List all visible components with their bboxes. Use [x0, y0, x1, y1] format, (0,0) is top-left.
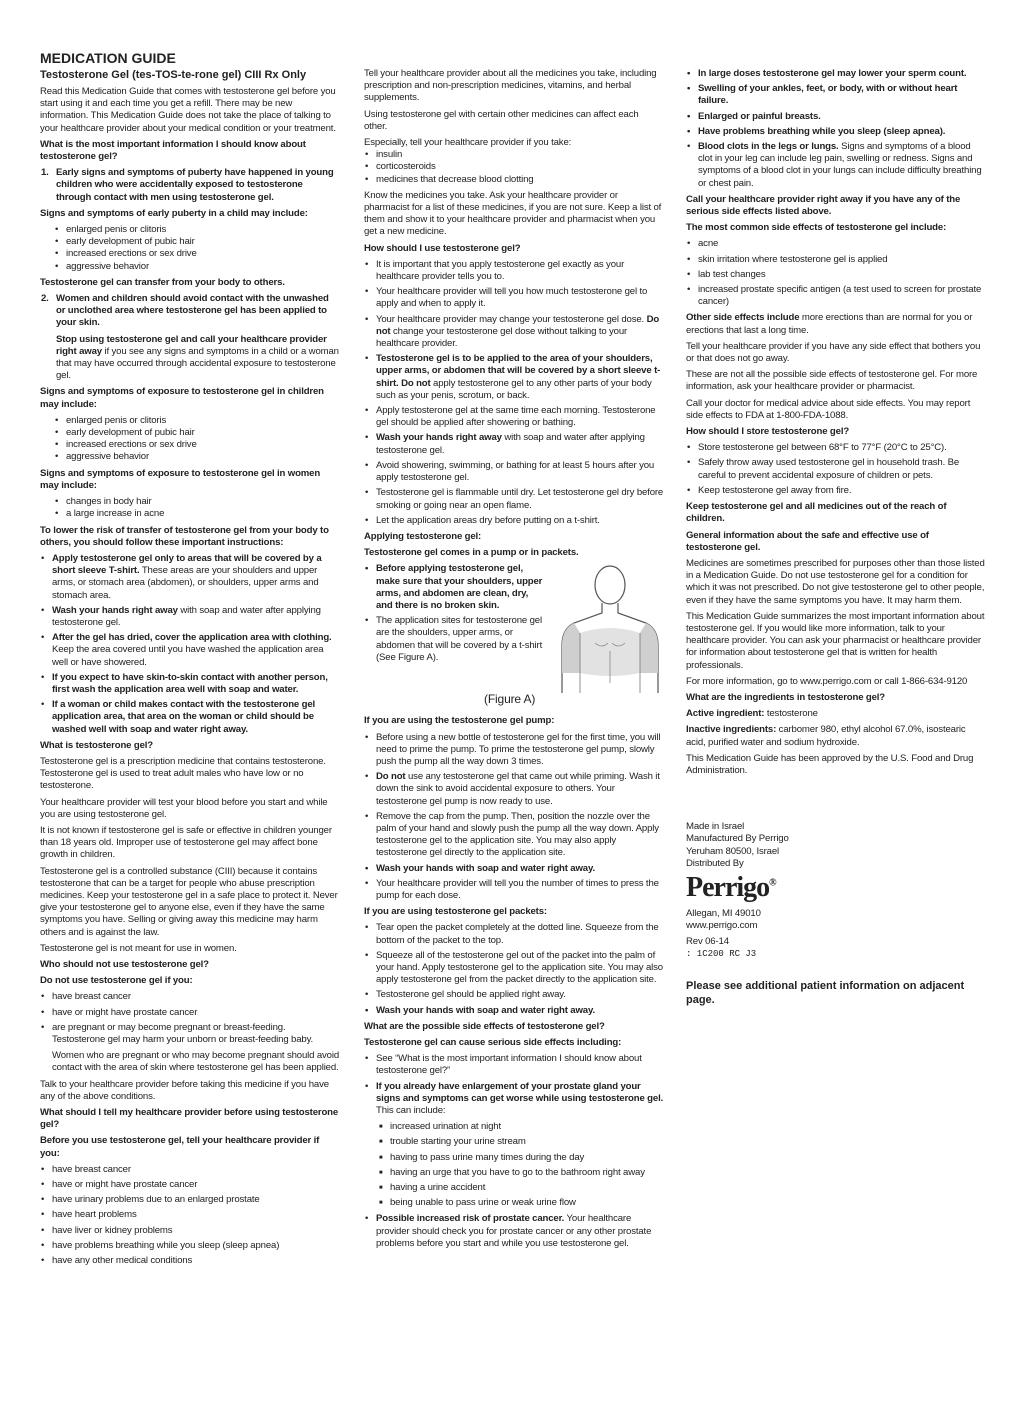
list-item: • have urinary problems due to an enlarged prostate	[40, 1194, 340, 1206]
section-heading: Do not use testosterone gel if you:	[40, 975, 193, 987]
revision: Rev 06-14	[686, 936, 729, 948]
text: if you see any signs and symptoms in a child or a woman that may have occurred through accidental exposure to testosterone gel.	[56, 345, 339, 382]
list-item: • See “What is the most important information I should know about testosterone gel?”	[364, 1053, 664, 1077]
list-item: • Let the application areas dry before putting on a t-shirt.	[364, 515, 664, 527]
list-item	[40, 632, 340, 669]
paragraph: This Medication Guide has been approved by the U.S. Food and Drug Administration.	[686, 752, 974, 776]
product-subtitle: Testosterone Gel (tes-TOS-te-rone gel) CIII Rx Only	[40, 69, 307, 81]
list-item: • Swelling of your ankles, feet, or body, with or without heart failure.	[686, 83, 986, 107]
paragraph: Read this Medication Guide that comes with testosterone gel before you start using it and each time you get a refill. There may be new information. This Medication Guide does not take the place of talking to your healthcare provider about your medical condition or your treatment.	[40, 86, 336, 134]
section-heading: What are the possible side effects of testosterone gel?	[364, 1020, 605, 1032]
paragraph: Testosterone gel is a controlled substance (CIII) because it contains testosterone that can be a target for people who abuse prescription medicines. Keep your testosterone gel in a safe place to protect it. Never give your testosterone gel to anyone else, even if they have the same symptoms you have. Selling or giving away this medicine may harm others and is against the law.	[40, 865, 338, 938]
paragraph: Medicines are sometimes prescribed for purposes other than those listed in a Medication Guide. Do not use testosterone gel for a condition for which it was not prescribed. Do not give testosterone gel to other people, even if they have the same symptoms you have. It may harm them.	[686, 557, 985, 606]
list-item: • aggressive behavior	[54, 451, 340, 463]
text: Keep the area covered until you have washed the application area well or have showered.	[52, 644, 324, 668]
list-item: • a large increase in acne	[54, 508, 340, 520]
bullet-list	[364, 563, 544, 664]
bullet-list	[40, 1164, 340, 1267]
paragraph	[686, 708, 986, 720]
section-heading: Call your healthcare provider right away if you have any of the serious side effects listed above.	[686, 193, 961, 218]
paragraph: These are not all the possible side effects of testosterone gel. For more information, ask your healthcare provider or pharmacist.	[686, 369, 978, 393]
distributor-label: Distributed By	[686, 857, 744, 869]
list-item: • have or might have prostate cancer	[40, 1179, 340, 1191]
registered-mark-icon: ®	[769, 877, 776, 889]
logo-text: Perrigo	[686, 871, 770, 903]
paragraph: Testosterone gel is not meant for use in women.	[40, 942, 237, 954]
bold-text: If you already have enlargement of your prostate gland your signs and symptoms can get worse while using testosterone gel.	[376, 1080, 664, 1104]
section-heading: Signs and symptoms of early puberty in a child may include:	[40, 207, 308, 219]
text: testosterone	[764, 708, 818, 720]
list-item: • Before using a new bottle of testosterone gel for the first time, you will need to prime the pump. To prime the testosterone gel pump, slowly push the pump all the way down 3 times.	[364, 732, 664, 769]
bold-text: Other side effects include	[686, 312, 800, 324]
paragraph	[686, 724, 986, 748]
bold-text: Possible increased risk of prostate cancer.	[376, 1213, 565, 1225]
made-in: Made in Israel	[686, 821, 745, 833]
distributor-address: Allegan, MI 49010	[686, 907, 761, 919]
bullet-list	[686, 238, 986, 308]
list-item	[364, 1081, 664, 1118]
numbered-item: 2. Women and children should avoid contact with the unwashed or unclothed area where testosterone gel has been applied to your skin.	[40, 293, 340, 330]
bold-text: If you expect to have skin-to-skin contact with another person, first wash the application area well with soap and water.	[52, 671, 328, 695]
list-item: • early development of pubic hair	[54, 236, 340, 248]
list-item: ■ trouble starting your urine stream	[378, 1136, 664, 1148]
text: Your healthcare provider should check you for prostate cancer or any other prostate problems before you start and while you use testosterone gel.	[376, 1213, 652, 1249]
section-heading: To lower the risk of transfer of testosterone gel from your body to others, you should follow these important instructions:	[40, 524, 329, 548]
section-heading: Testosterone gel can cause serious side effects including:	[364, 1036, 622, 1048]
list-item: • have liver or kidney problems	[40, 1225, 340, 1237]
column-3	[686, 68, 986, 1007]
perrigo-logo	[686, 872, 986, 904]
list-item: • have problems breathing while you sleep (sleep apnea)	[40, 1240, 340, 1252]
bold-text: Testosterone gel is to be applied to the area of your shoulders, upper arms, or abdomen that will be covered by a short sleeve t-shirt. Do not	[376, 353, 661, 389]
list-item: • enlarged penis or clitoris	[54, 224, 340, 236]
list-item	[364, 771, 664, 808]
list-item: • It is important that you apply testosterone gel exactly as your healthcare provider tells you to.	[364, 259, 664, 283]
section-heading: If you are using testosterone gel packets:	[364, 906, 547, 918]
list-item: • The application sites for testosterone gel are the shoulders, upper arms, or abdomen that will be covered by a t-shirt (See Figure A).	[364, 615, 544, 664]
bold-text: Stop using testosterone gel and call your healthcare provider right away	[56, 333, 327, 357]
bullet-list	[364, 1213, 664, 1250]
list-item: • Avoid showering, swimming, or bathing for at least 5 hours after you apply testosterone gel.	[364, 460, 664, 484]
paragraph: Using testosterone gel with certain other medicines can affect each other.	[364, 108, 639, 132]
bold-text: Wash your hands right away	[376, 432, 502, 444]
lot-code: : 1C200 RC J3	[686, 948, 757, 959]
list-item: • are pregnant or may become pregnant or breast-feeding. Testosterone gel may harm your unborn or breast-feeding baby.	[40, 1022, 340, 1046]
list-item: • Keep testosterone gel away from fire.	[686, 485, 986, 497]
list-item: • Your healthcare provider will tell you how much testosterone gel to apply and when to apply it.	[364, 286, 664, 310]
list-item: • enlarged penis or clitoris	[54, 415, 340, 427]
paragraph: Your healthcare provider will test your blood before you start and while you are using testosterone gel.	[40, 796, 328, 820]
numbered-item: 1. Early signs and symptoms of puberty have happened in young children who were accidentally exposed to testosterone through contact with men using testosterone gel.	[40, 167, 340, 204]
list-item	[364, 1213, 664, 1250]
section-heading: What is testosterone gel?	[40, 739, 153, 751]
section-heading: Before you use testosterone gel, tell your healthcare provider if you:	[40, 1135, 320, 1159]
text: use any testosterone gel that came out while priming. Wash it down the sink to avoid accidental exposure to others. Your testosterone gel pump is now ready to use.	[376, 771, 660, 807]
text: Signs and symptoms of a blood clot in your leg can include leg pain, swelling or redness. Signs and symptoms of a blood clot in your lungs can include difficulty breathing or chest pain.	[698, 141, 982, 189]
bullet-list	[40, 415, 340, 464]
paragraph	[686, 312, 986, 336]
list-item: • Testosterone gel is flammable until dry. Let testosterone gel dry before smoking or going near an open flame.	[364, 487, 664, 511]
list-item: • medicines that decrease blood clotting	[364, 174, 664, 186]
list-item: • corticosteroids	[364, 161, 664, 173]
list-item	[40, 672, 340, 696]
paragraph: Especially, tell your healthcare provider if you take:	[364, 137, 572, 149]
manufacturer-address: Yeruham 80500, Israel	[686, 845, 780, 857]
paragraph: Know the medicines you take. Ask your healthcare provider or pharmacist for a list of these medicines, if you are not sure. Keep a list of them and show it to your healthcare provider and pharmacist when you get a new medicine.	[364, 189, 662, 238]
paragraph: This Medication Guide summarizes the most important information about testosterone gel. If you would like more information, talk to your healthcare provider. You can ask your pharmacist or healthcare provider for information about testosterone gel that is written for health professionals.	[686, 610, 985, 671]
section-heading: Testosterone gel can transfer from your body to others.	[40, 276, 285, 288]
section-heading: What should I tell my healthcare provider before using testosterone gel?	[40, 1107, 339, 1131]
list-item: • Your healthcare provider will tell you the number of times to press the pump for each dose.	[364, 878, 664, 902]
list-item: • Tear open the packet completely at the dotted line. Squeeze from the bottom of the packet to the top.	[364, 922, 664, 946]
section-heading: The most common side effects of testosterone gel include:	[686, 222, 947, 234]
paragraph: For more information, go to www.perrigo.com or call 1-866-634-9120	[686, 675, 968, 687]
bold-text: If a woman or child makes contact with the testosterone gel application area, that area on the woman or child should be washed well with soap and water right away.	[52, 699, 316, 735]
website: www.perrigo.com	[686, 920, 758, 932]
text: with soap and water after applying testosterone gel.	[376, 432, 645, 456]
list-item: • increased erections or sex drive	[54, 439, 340, 451]
section-heading: How should I use testosterone gel?	[364, 242, 521, 254]
paragraph	[40, 334, 340, 383]
list-item	[40, 553, 340, 602]
bold-text: Do not	[376, 771, 406, 783]
bold-text: Wash your hands right away	[52, 604, 178, 616]
list-item: • insulin	[364, 149, 664, 161]
paragraph: Talk to your healthcare provider before taking this medicine if you have any of the above conditions.	[40, 1078, 329, 1102]
bold-text: Apply testosterone gel only to areas that will be covered by a short sleeve T-shirt.	[52, 552, 322, 577]
list-item: • Safely throw away used testosterone gel in household trash. Be careful to prevent accidental exposure of children or pets.	[686, 457, 986, 481]
bullet-list	[364, 732, 664, 903]
list-item: • acne	[686, 238, 986, 250]
paragraph: Tell your healthcare provider if you have any side effect that bothers you or that does not go away.	[686, 340, 981, 365]
bold-text: Active ingredient:	[686, 708, 765, 720]
list-item: ■ having an urge that you have to go to the bathroom right away	[378, 1167, 664, 1179]
section-heading: Testosterone gel comes in a pump or in packets.	[364, 547, 579, 559]
list-item: • Wash your hands with soap and water right away.	[364, 863, 664, 875]
bullet-list	[686, 442, 986, 497]
list-item: • Before applying testosterone gel, make sure that your shoulders, upper arms, and abdomen are clean, dry, and there is no broken skin.	[364, 563, 544, 612]
list-item: • have breast cancer	[40, 1164, 340, 1176]
list-item: • Store testosterone gel between 68°F to 77°F (20°C to 25°C).	[686, 442, 986, 454]
manufacturer: Manufactured By Perrigo	[686, 833, 789, 845]
list-item: • Have problems breathing while you sleep (sleep apnea).	[686, 126, 986, 138]
list-item: • lab test changes	[686, 269, 986, 281]
bullet-list	[364, 259, 664, 527]
list-item	[364, 314, 664, 351]
list-item	[686, 141, 986, 190]
bullet-list	[40, 224, 340, 273]
list-item: • Enlarged or painful breasts.	[686, 111, 986, 123]
bold-text: Inactive ingredients:	[686, 724, 777, 736]
list-item: • In large doses testosterone gel may lower your sperm count.	[686, 68, 986, 80]
list-item: ■ having a urine accident	[378, 1182, 664, 1194]
list-item: • Testosterone gel should be applied right away.	[364, 989, 664, 1001]
section-heading: Signs and symptoms of exposure to testosterone gel in children may include:	[40, 386, 324, 410]
text: These areas are your shoulders and upper arms, or stomach area (abdomen), or shoulders, upper arms and stomach area.	[52, 565, 319, 601]
section-heading: Applying testosterone gel:	[364, 530, 482, 542]
section-heading: What are the ingredients in testosterone gel?	[686, 691, 886, 703]
text: with soap and water after applying testosterone gel.	[52, 604, 321, 628]
text: change your testosterone gel dose without talking to your healthcare provider.	[376, 325, 628, 350]
list-item	[364, 432, 664, 456]
text: carbomer 980, ethyl alcohol 67.0%, isostearic acid, purified water and sodium hydroxide.	[686, 724, 966, 748]
list-item: • skin irritation where testosterone gel is applied	[686, 254, 986, 266]
list-item: ■ being unable to pass urine or weak urine flow	[378, 1197, 664, 1209]
list-item: • have heart problems	[40, 1209, 340, 1221]
list-item: • increased erections or sex drive	[54, 248, 340, 260]
list-item: • early development of pubic hair	[54, 427, 340, 439]
column-2	[364, 68, 664, 1254]
bullet-list	[40, 991, 340, 1046]
section-heading: If you are using the testosterone gel pump:	[364, 715, 555, 727]
list-item: • Remove the cap from the pump. Then, position the nozzle over the palm of your hand and slowly push the pump all the way down. Apply testosterone gel to the application site. You may also apply testosterone gel directly to the application site.	[364, 811, 664, 860]
bullet-list	[364, 149, 664, 186]
list-item: ■ having to pass urine many times during the day	[378, 1152, 664, 1164]
list-item: ■ increased urination at night	[378, 1121, 664, 1133]
section-heading: Signs and symptoms of exposure to testosterone gel in women may include:	[40, 467, 321, 491]
text: This can include:	[376, 1105, 446, 1116]
page-title: MEDICATION GUIDE	[40, 50, 176, 66]
bullet-list	[40, 496, 340, 520]
section-heading: General information about the safe and effective use of testosterone gel.	[686, 529, 929, 553]
section-heading: How should I store testosterone gel?	[686, 426, 850, 438]
list-item: • aggressive behavior	[54, 261, 340, 273]
bullet-list	[364, 922, 664, 1016]
text: Your healthcare provider may change your testosterone gel dose.	[376, 313, 647, 325]
list-item: • Apply testosterone gel at the same time each morning. Testosterone gel should be applied after showering or bathing.	[364, 405, 664, 429]
list-item	[364, 353, 664, 402]
square-bullet-list	[364, 1121, 664, 1209]
section-heading: What is the most important information I should know about testosterone gel?	[40, 138, 306, 163]
bullet-list	[40, 553, 340, 736]
figure-a-block	[364, 563, 664, 715]
list-item	[40, 605, 340, 629]
bold-text: Blood clots in the legs or lungs.	[698, 141, 839, 153]
list-item: • have or might have prostate cancer	[40, 1007, 340, 1019]
column-1	[40, 50, 340, 1271]
paragraph: Testosterone gel is a prescription medicine that contains testosterone. Testosterone gel is used to treat adult males who have low or no testosterone.	[40, 755, 326, 792]
bold-text: After the gel has dried, cover the application area with clothing.	[52, 632, 332, 644]
list-item	[40, 699, 340, 736]
text: apply testosterone gel to any other parts of your body such as your penis, scrotum, or back.	[376, 377, 652, 401]
list-item: • have any other medical conditions	[40, 1255, 340, 1267]
figure-caption: (Figure A)	[484, 692, 536, 707]
torso-figure-image	[550, 563, 670, 693]
list-item: • Wash your hands with soap and water right away.	[364, 1005, 664, 1017]
section-heading: Who should not use testosterone gel?	[40, 959, 209, 970]
section-heading: Keep testosterone gel and all medicines out of the reach of children.	[686, 501, 947, 525]
bullet-list	[364, 1053, 664, 1117]
adjacent-page-note: Please see additional patient information on adjacent page.	[686, 979, 965, 1006]
bullet-list	[686, 68, 986, 190]
paragraph: Women who are pregnant or who may become pregnant should avoid contact with the area of skin where testosterone gel has been applied.	[52, 1050, 340, 1074]
text: more erections than are normal for you or erections that last a long time.	[686, 312, 973, 336]
bold-text: Do not	[376, 313, 660, 337]
list-item: • have breast cancer	[40, 991, 340, 1003]
list-item: • Squeeze all of the testosterone gel out of the packet into the palm of your hand. Apply testosterone gel to the application site. You may also apply testosterone gel from the packet directly to the application site.	[364, 950, 664, 987]
list-item: • changes in body hair	[54, 496, 340, 508]
paragraph: It is not known if testosterone gel is safe or effective in children younger than 18 years old. Improper use of testosterone gel may affect bone growth in children.	[40, 824, 332, 861]
paragraph: Tell your healthcare provider about all the medicines you take, including prescription and non-prescription medicines, vitamins, and herbal supplements.	[364, 68, 657, 104]
list-item: • increased prostate specific antigen (a test used to screen for prostate cancer)	[686, 284, 986, 308]
paragraph: Call your doctor for medical advice about side effects. You may report side effects to FDA at 1-800-FDA-1088.	[686, 397, 971, 421]
